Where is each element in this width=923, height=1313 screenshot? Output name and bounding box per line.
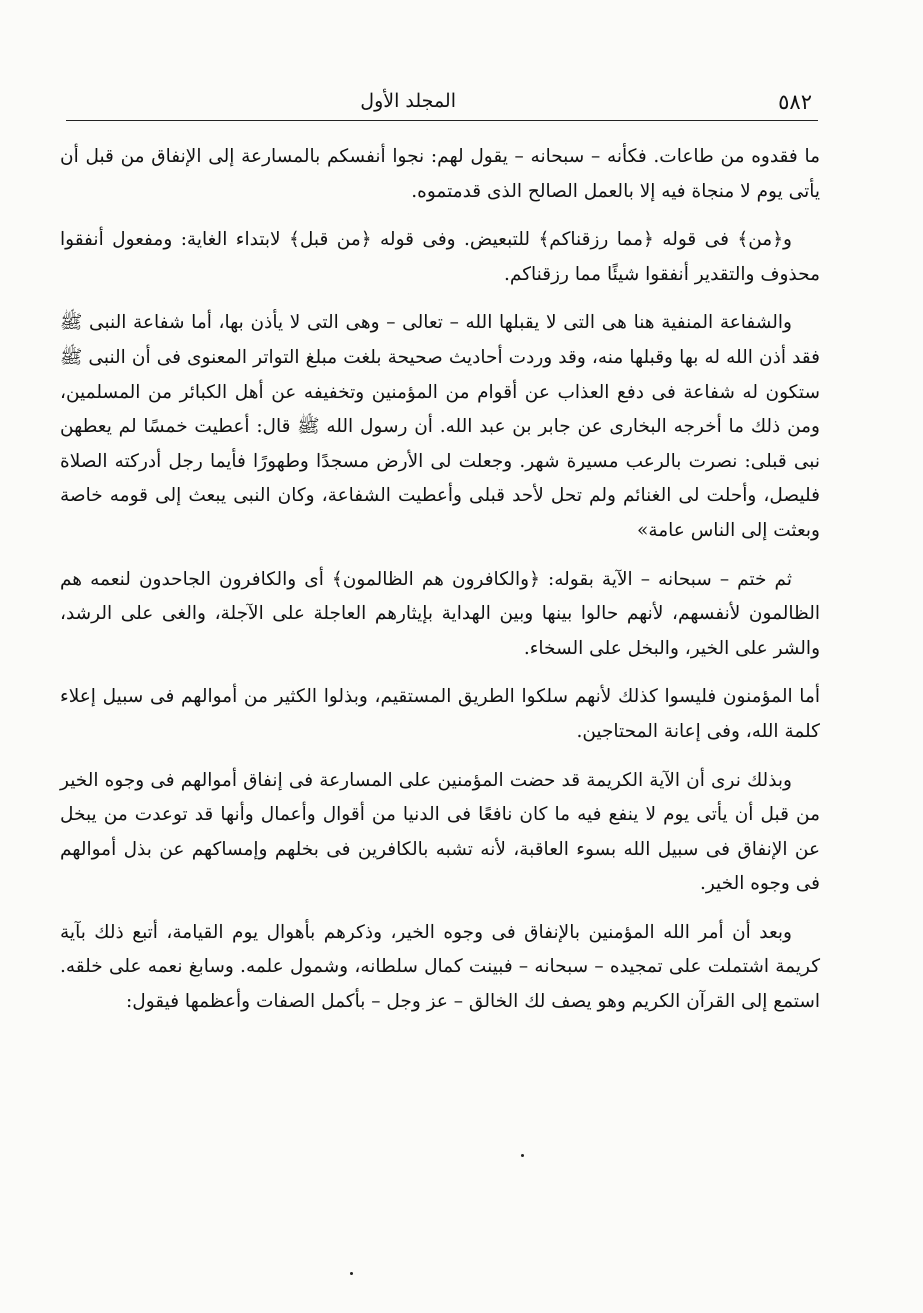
- paragraph-6: وبذلك نرى أن الآية الكريمة قد حضت المؤمنين على المسارعة فى إنفاق أموالهم فى وجوه الخير من قبل أن يأتى يوم لا ينفع فيه ما كان نافعًا فى الدنيا من أقوال وأعمال وأنها قد توعدت من يبخل عن الإنفاق فى سبيل الله بسوء العاقبة، لأنه تشبه بالكافرين فى بخلهم وإمساكهم عن بذل أموالهم فى وجوه الخير.: [60, 769, 820, 895]
- print-speck: [521, 1154, 524, 1157]
- print-speck: [350, 1272, 353, 1275]
- paragraph-2: و﴿من﴾ فى قوله ﴿مما رزقناكم﴾ للتبعيض. وفى قوله ﴿من قبل﴾ لابتداء الغاية: ومفعول أنفقوا محذوف والتقدير أنفقوا شيئًا مما رزقناكم.: [60, 229, 820, 285]
- page-header: [66, 86, 818, 121]
- paragraph-7: وبعد أن أمر الله المؤمنين بالإنفاق فى وجوه الخير، وذكرهم بأهوال يوم القيامة، أتبع ذلك بآية كريمة اشتملت على تمجيده – سبحانه – فبينت كمال سلطانه، وشمول علمه. وسابغ نعمه على خلقه. استمع إلى القرآن الكريم وهو يصف لك الخالق – عز وجل – بأكمل الصفات وأعظمها فيقول:: [60, 921, 820, 1013]
- page-number: ٥٨٢: [778, 90, 812, 114]
- page-body: [60, 140, 820, 1034]
- paragraph-3: والشفاعة المنفية هنا هى التى لا يقبلها الله – تعالى – وهى التى لا يأذن بها، أما شفاعة النبى ﷺ فقد أذن الله له بها وقبلها منه، وقد وردت أحاديث صحيحة بلغت مبلغ التواتر المعنوى فى أن النبى ﷺ ستكون له شفاعة فى دفع العذاب عن أقوام من المؤمنين وتخفيفه عن أهل الكبائر من المسلمين، ومن ذلك ما أخرجه البخارى عن جابر بن عبد الله. أن رسول الله ﷺ قال: أعطيت خمسًا لم يعطهن نبى قبلى: نصرت بالرعب مسيرة شهر. وجعلت لى الأرض مسجدًا وطهورًا فأيما رجل أدركته الصلاة فليصل، وأحلت لى الغنائم ولم تحل لأحد قبلى وأعطيت الشفاعة، وكان النبى يبعث إلى قومه خاصة وبعثت إلى الناس عامة»: [60, 312, 820, 541]
- paragraph-5: أما المؤمنون فليسوا كذلك لأنهم سلكوا الطريق المستقيم، وبذلوا الكثير من أموالهم فى سبيل إعلاء كلمة الله، وفى إعانة المحتاجين.: [60, 686, 820, 742]
- running-title: المجلد الأول: [360, 90, 456, 112]
- paragraph-1: ما فقدوه من طاعات. فكأنه – سبحانه – يقول لهم: نجوا أنفسكم بالمسارعة إلى الإنفاق من قبل أن يأتى يوم لا منجاة فيه إلا بالعمل الصالح الذى قدمتموه.: [60, 146, 820, 202]
- paragraph-4: ثم ختم – سبحانه – الآية بقوله: ﴿والكافرون هم الظالمون﴾ أى والكافرون الجاحدون لنعمه هم الظالمون لأنفسهم، لأنهم حالوا بينها وبين الهداية بإيثارهم العاجلة على الآجلة، والغى على الرشد، والشر على الخير، والبخل على السخاء.: [60, 568, 820, 659]
